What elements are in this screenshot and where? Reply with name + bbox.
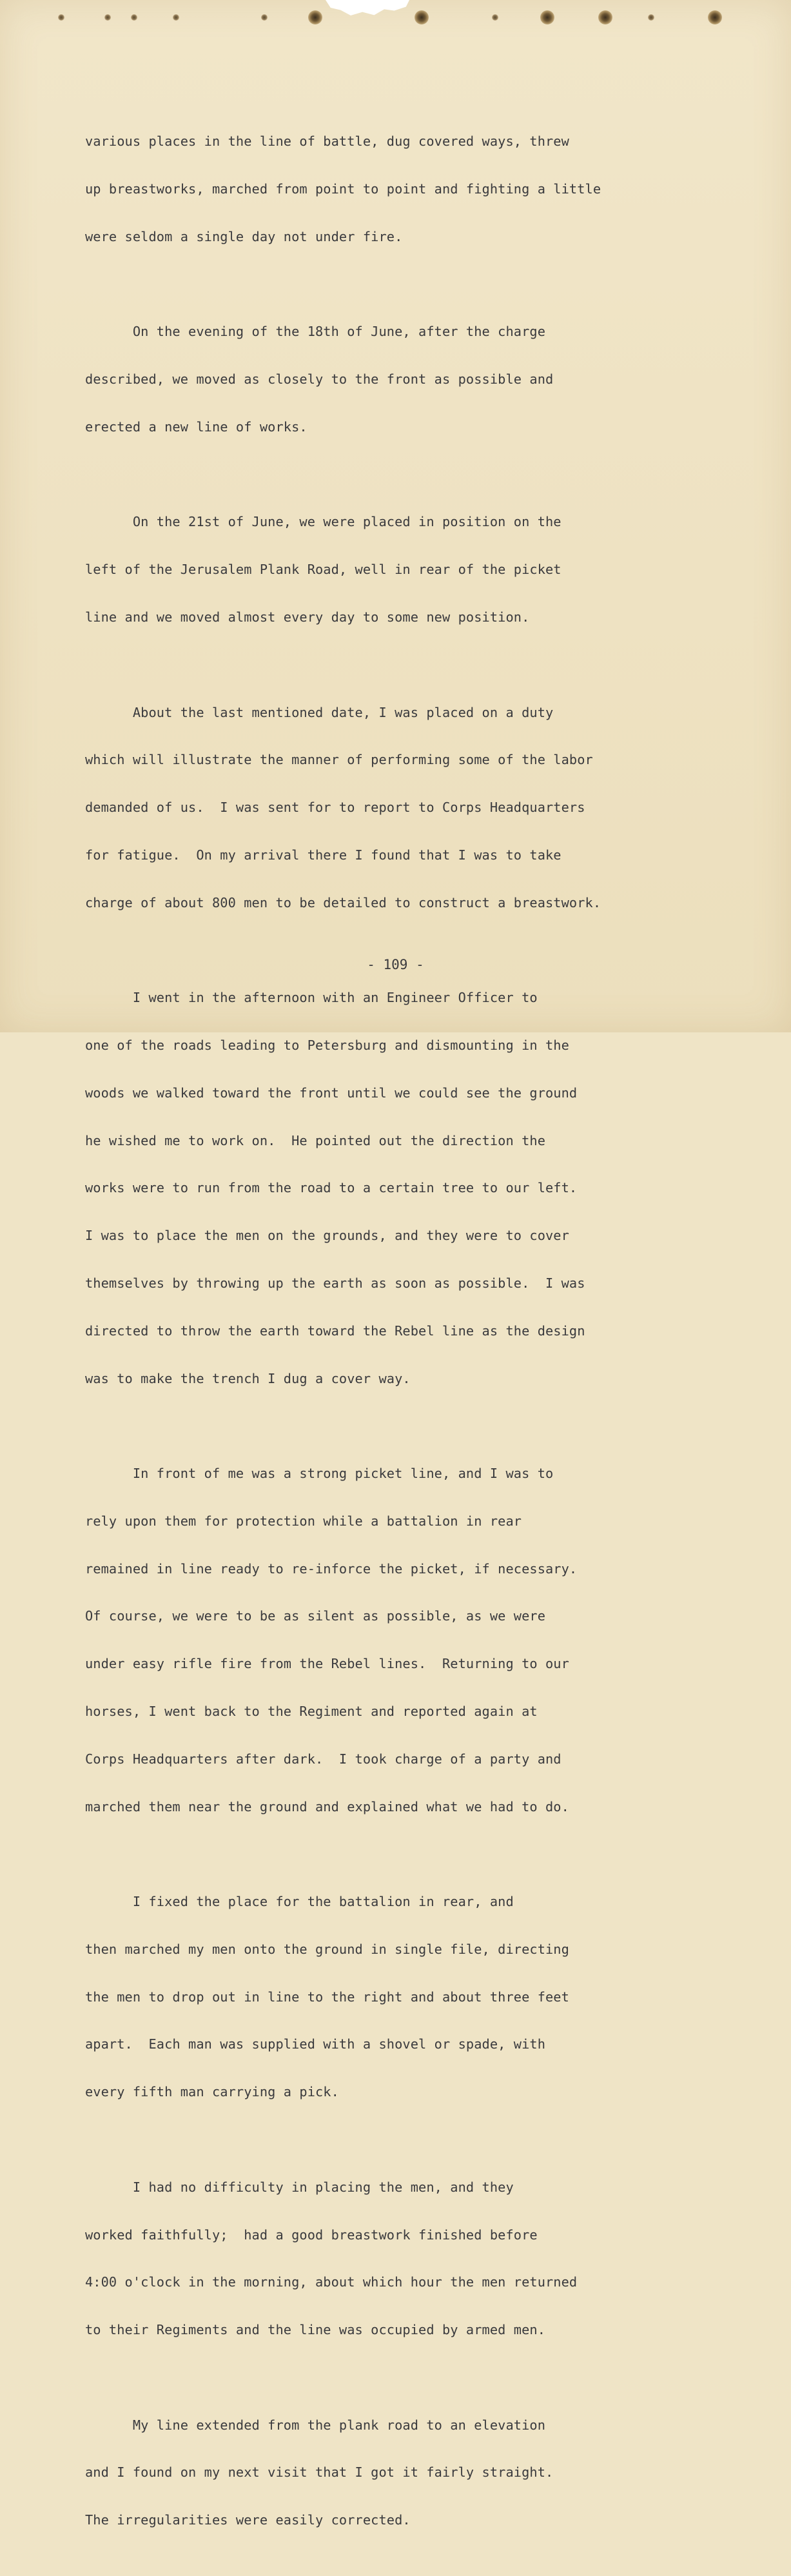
- text-line: left of the Jerusalem Plank Road, well in rear of the picket: [85, 562, 562, 578]
- text-line: The irregularities were easily corrected.: [85, 2512, 411, 2528]
- binding-hole: [58, 14, 64, 21]
- binding-hole: [308, 10, 322, 25]
- binding-hole: [708, 10, 722, 25]
- binding-hole: [540, 10, 554, 25]
- text-line: one of the roads leading to Petersburg and dismounting in the: [85, 1037, 569, 1054]
- text-line: On the 21st of June, we were placed in position on the: [85, 514, 562, 530]
- text-line: demanded of us. I was sent for to report to Corps Headquarters: [85, 800, 585, 816]
- paragraph: [85, 673, 704, 942]
- paragraph: [85, 1434, 704, 1846]
- text-line: Corps Headquarters after dark. I took charge of a party and: [85, 1751, 562, 1767]
- binding-hole: [598, 10, 612, 25]
- text-line: apart. Each man was supplied with a shovel or spade, with: [85, 2036, 545, 2052]
- text-line: woods we walked toward the front until we could see the ground: [85, 1085, 578, 1101]
- binding-hole: [261, 14, 268, 21]
- binding-hole: [648, 14, 654, 21]
- text-line: I was to place the men on the grounds, and they were to cover: [85, 1228, 569, 1244]
- text-line: About the last mentioned date, I was placed on a duty: [85, 704, 554, 720]
- text-line: was to make the trench I dug a cover way.: [85, 1370, 411, 1386]
- text-line: directed to throw the earth toward the Rebel line as the design: [85, 1322, 585, 1339]
- text-line: up breastworks, marched from point to point and fighting a little: [85, 181, 601, 197]
- text-line: remained in line ready to re-inforce the picket, if necessary.: [85, 1560, 578, 1577]
- text-line: I fixed the place for the battalion in rear, and: [85, 1894, 514, 1910]
- binding-hole: [173, 14, 179, 21]
- binding-hole: [492, 14, 498, 21]
- text-line: under easy rifle fire from the Rebel lines. Returning to our: [85, 1656, 569, 1672]
- paragraph: [85, 2148, 704, 2370]
- text-line: 4:00 o'clock in the morning, about which hour the men returned: [85, 2274, 578, 2290]
- text-line: charge of about 800 men to be detailed to construct a breastwork.: [85, 894, 601, 910]
- text-line: which will illustrate the manner of performing some of the labor: [85, 752, 593, 768]
- paragraph: [85, 292, 704, 467]
- text-line: marched them near the ground and explained what we had to do.: [85, 1798, 569, 1814]
- text-line: described, we moved as closely to the front as possible and: [85, 371, 554, 388]
- text-line: In front of me was a strong picket line, and I was to: [85, 1466, 554, 1482]
- text-line: rely upon them for protection while a battalion in rear: [85, 1513, 522, 1529]
- text-line: themselves by throwing up the earth as soon as possible. I was: [85, 1275, 585, 1291]
- text-line: for fatigue. On my arrival there I found that I was to take: [85, 847, 562, 863]
- paragraph: [85, 102, 704, 277]
- binding-hole: [104, 14, 111, 21]
- paragraph: [85, 482, 704, 657]
- text-line: to their Regiments and the line was occupied by armed men.: [85, 2322, 545, 2338]
- text-line: I went in the afternoon with an Engineer Officer to: [85, 990, 538, 1006]
- text-line: he wished me to work on. He pointed out the direction the: [85, 1132, 545, 1148]
- text-line: horses, I went back to the Regiment and reported again at: [85, 1703, 538, 1719]
- binding-hole: [131, 14, 137, 21]
- text-line: the men to drop out in line to the right and about three feet: [85, 1989, 569, 2005]
- body-text: [85, 102, 704, 2576]
- text-line: were seldom a single day not under fire.: [85, 228, 403, 244]
- paragraph: [85, 958, 704, 1418]
- torn-edge: [326, 0, 409, 19]
- text-line: line and we moved almost every day to some new position.: [85, 609, 530, 625]
- text-line: various places in the line of battle, dug covered ways, threw: [85, 133, 569, 150]
- text-line: and I found on my next visit that I got it fairly straight.: [85, 2464, 554, 2481]
- paragraph: [85, 2386, 704, 2561]
- text-line: On the evening of the 18th of June, after the charge: [85, 324, 545, 340]
- paragraph: [85, 1862, 704, 2132]
- text-line: every fifth man carrying a pick.: [85, 2084, 339, 2100]
- text-line: worked faithfully; had a good breastwork finished before: [85, 2227, 538, 2243]
- text-line: then marched my men onto the ground in single file, directing: [85, 1941, 569, 1957]
- text-line: erected a new line of works.: [85, 418, 308, 435]
- text-line: I had no difficulty in placing the men, and they: [85, 2179, 514, 2195]
- text-line: works were to run from the road to a certain tree to our left.: [85, 1180, 578, 1196]
- text-line: Of course, we were to be as silent as possible, as we were: [85, 1608, 545, 1624]
- binding-hole: [415, 10, 429, 25]
- page-number: - 109 -: [367, 957, 424, 972]
- text-line: My line extended from the plank road to an elevation: [85, 2417, 545, 2433]
